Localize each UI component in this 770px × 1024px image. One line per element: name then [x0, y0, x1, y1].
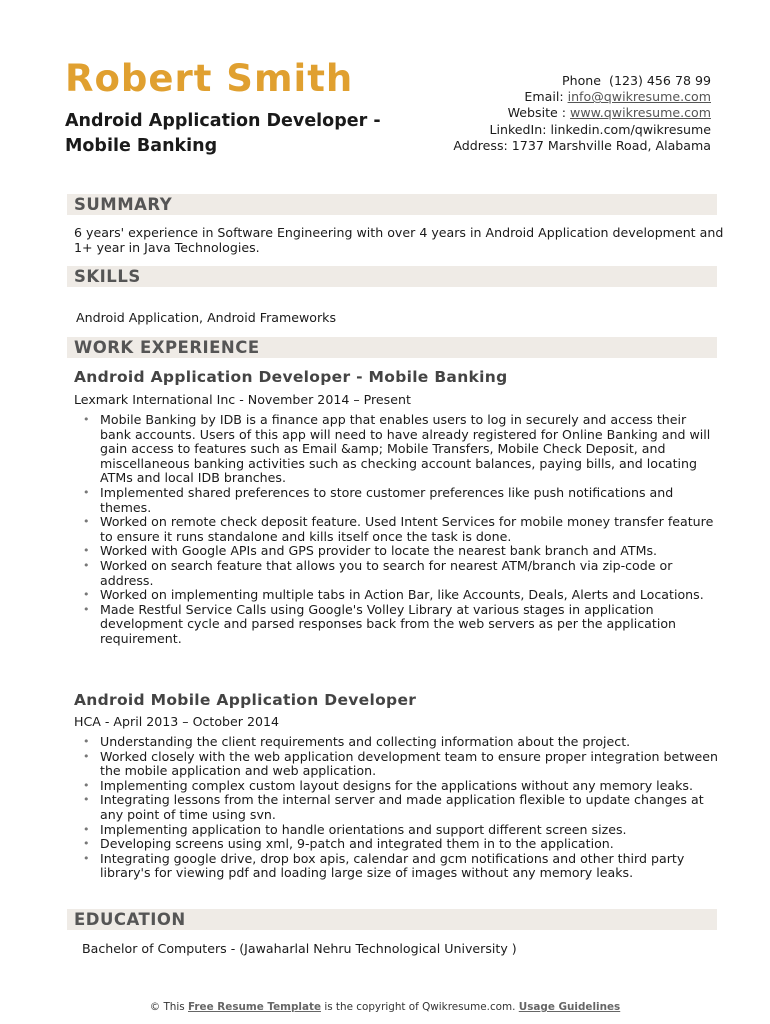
candidate-title: Android Application Developer - Mobile Banking [65, 111, 381, 156]
address-label: Address: [453, 137, 508, 153]
contact-block [453, 73, 711, 154]
skills-heading: SKILLS [67, 266, 717, 287]
footer-prefix: © This [149, 1001, 185, 1013]
list-item: • Integrating lessons from the internal server and made application flexible to update changes at any point of time using svn. [80, 793, 720, 822]
footer [0, 1001, 770, 1013]
list-item: • Worked with Google APIs and GPS provider to locate the nearest bank branch and ATMs. [80, 544, 720, 559]
education-heading: EDUCATION [67, 909, 717, 930]
list-item: • Mobile Banking by IDB is a finance app that enables users to log in securely and access their bank accounts. Users of this app will need to have already registered for Online Banking and will gain access to features such as Email &amp; Mobile Transfers, Mobile Check Deposit, and miscellaneous banking activities such as checking account balances, paying bills, and locating ATMs and local IDB branches. [80, 413, 720, 486]
job-company-dates: HCA - April 2013 – October 2014 [74, 714, 280, 729]
list-item: • Developing screens using xml, 9-patch and integrated them in to the application. [80, 837, 720, 852]
contact-phone [453, 73, 711, 89]
contact-website [453, 105, 711, 121]
list-item: • Worked closely with the web application development team to ensure proper integration between the mobile application and web application. [80, 750, 720, 779]
linkedin-value: linkedin.com/qwikresume [550, 121, 711, 137]
work-experience-heading: WORK EXPERIENCE [67, 337, 717, 358]
skills-text: Android Application, Android Frameworks [76, 310, 337, 325]
summary-text: 6 years' experience in Software Engineering with over 4 years in Android Application development and 1+ year in Java Technologies. [74, 225, 724, 255]
usage-guidelines-link[interactable]: Usage Guidelines [518, 1001, 621, 1013]
candidate-name: Robert Smith [65, 57, 354, 100]
email-label: Email: [524, 89, 564, 105]
phone-label: Phone [562, 73, 602, 88]
job-company-dates: Lexmark International Inc - November 2014 – Present [74, 392, 411, 407]
summary-heading: SUMMARY [67, 194, 717, 215]
list-item: • Implementing application to handle orientations and support different screen sizes. [80, 823, 720, 838]
job-title: Android Mobile Application Developer [74, 691, 417, 709]
education-text: Bachelor of Computers - (Jawaharlal Nehru Technological University ) [82, 941, 517, 956]
email-link[interactable]: info@qwikresume.com [567, 89, 711, 105]
list-item: • Understanding the client requirements and collecting information about the project. [80, 735, 720, 750]
list-item: • Made Restful Service Calls using Google's Volley Library at various stages in application development cycle and parsed responses back from the web servers as per the application requirement. [80, 603, 720, 647]
linkedin-label: LinkedIn: [489, 121, 547, 137]
phone-value: (123) 456 78 99 [609, 73, 711, 88]
list-item: • Worked on implementing multiple tabs in Action Bar, like Accounts, Deals, Alerts and Locations. [80, 588, 720, 603]
list-item: • Implemented shared preferences to store customer preferences like push notifications and themes. [80, 486, 720, 515]
website-link[interactable]: www.qwikresume.com [570, 105, 711, 121]
contact-address [453, 138, 711, 154]
address-value: 1737 Marshville Road, Alabama [511, 137, 711, 153]
list-item: • Worked on search feature that allows you to search for nearest ATM/branch via zip-code or address. [80, 559, 720, 588]
contact-linkedin [453, 122, 711, 138]
list-item: • Integrating google drive, drop box apis, calendar and gcm notifications and other third party library's for viewing pdf and loading large size of images without any memory leaks. [80, 852, 720, 881]
free-resume-template-link[interactable]: Free Resume Template [188, 1001, 321, 1013]
list-item: • Worked on remote check deposit feature. Used Intent Services for mobile money transfer feature to ensure it runs standalone and kills itself once the task is done. [80, 515, 720, 544]
job-bullets [80, 413, 720, 647]
list-item: • Implementing complex custom layout designs for the applications without any memory leaks. [80, 779, 720, 794]
contact-email [453, 89, 711, 105]
website-label: Website : [507, 105, 567, 121]
footer-copyright: is the copyright of Qwikresume.com. [324, 1001, 516, 1013]
job-title: Android Application Developer - Mobile Banking [74, 368, 508, 386]
job-bullets [80, 735, 720, 881]
